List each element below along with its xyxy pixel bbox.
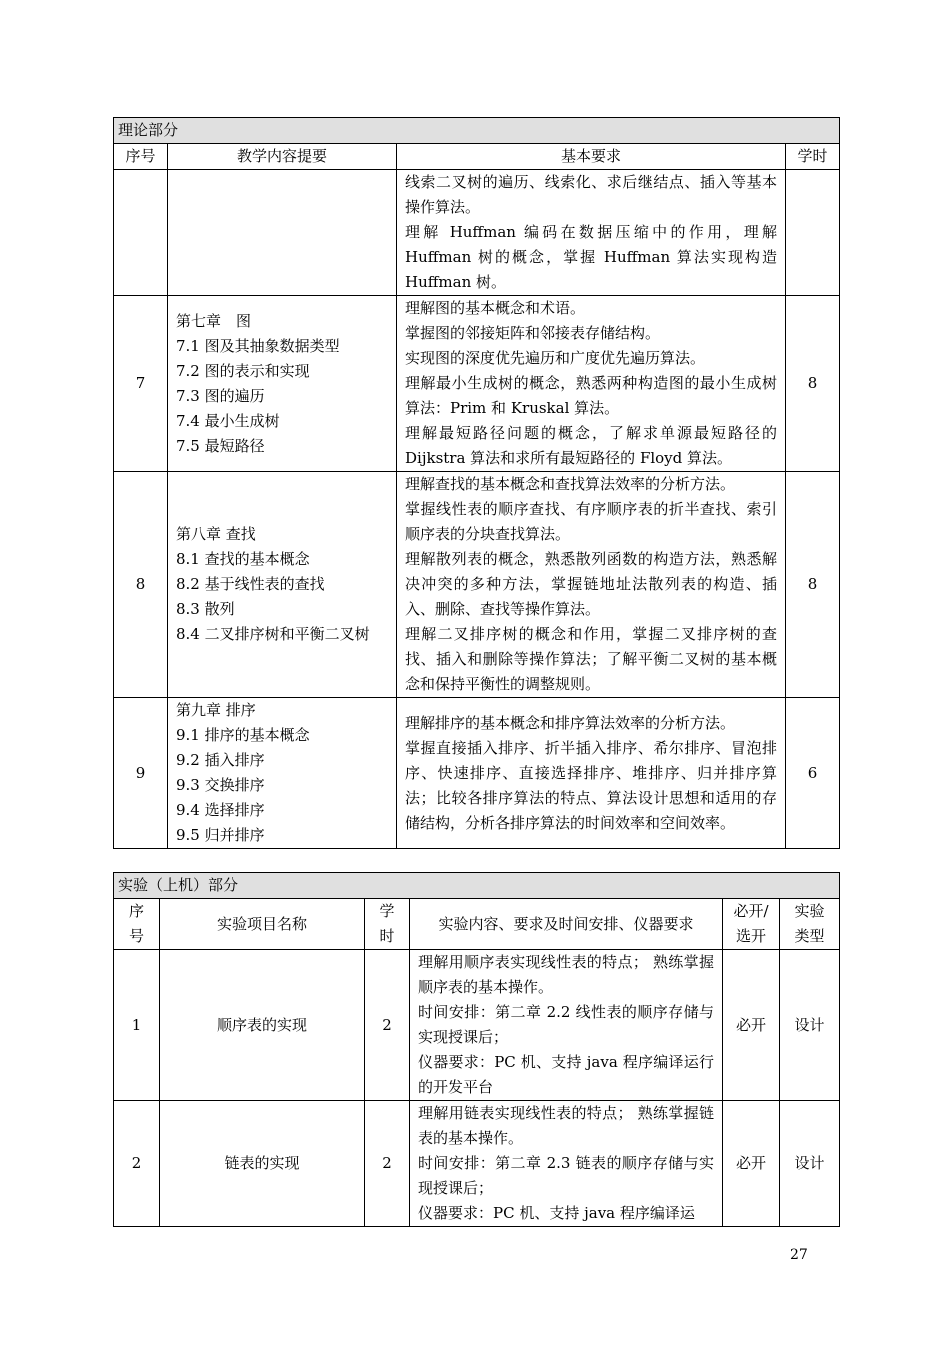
- row-hours: 8: [786, 296, 840, 472]
- content-line: 第七章 图: [176, 311, 252, 330]
- header-no: 序号: [114, 144, 168, 170]
- table-row: [114, 296, 840, 472]
- row-content: [168, 296, 397, 472]
- requirement-line: 掌握线性表的顺序查找、有序顺序表的折半查找、索引顺序表的分块查找算法。: [405, 500, 777, 543]
- table-row: [114, 698, 840, 849]
- header-line: 必开/: [733, 902, 769, 920]
- page-number: 27: [790, 1247, 808, 1263]
- lab-content-line: 理解用顺序表实现线性表的特点； 熟练掌握顺序表的基本操作。: [418, 953, 714, 996]
- row-no: [114, 170, 168, 296]
- row-requirements: [397, 698, 786, 849]
- content-line: 7.3 图的遍历: [176, 386, 265, 405]
- requirement-line: 理解最短路径问题的概念，了解求单源最短路径的 Dijkstra 算法和求所有最短路径的 Floyd 算法。: [405, 424, 777, 467]
- requirement-line: 理解二叉排序树的概念和作用，掌握二叉排序树的查找、插入和删除等操作算法；了解平衡二叉树的基本概念和保持平衡性的调整规则。: [405, 625, 777, 693]
- content-line: 7.2 图的表示和实现: [176, 361, 310, 380]
- lab-content-line: 理解用链表实现线性表的特点； 熟练掌握链表的基本操作。: [418, 1104, 714, 1147]
- content-line: 9.4 选择排序: [176, 801, 265, 819]
- content-line: 8.3 散列: [176, 600, 235, 618]
- lab-table: [113, 872, 840, 1227]
- lab-row-name: 顺序表的实现: [160, 950, 365, 1101]
- content-line: 第九章 排序: [176, 701, 256, 719]
- row-content: [168, 472, 397, 698]
- lab-row-no: 2: [114, 1101, 160, 1227]
- content-line: 8.1 查找的基本概念: [176, 550, 310, 568]
- content-line: 9.1 排序的基本概念: [176, 726, 310, 744]
- header-line: 实验: [794, 902, 825, 920]
- row-hours: 6: [786, 698, 840, 849]
- lab-row-required: 必开: [723, 1101, 780, 1227]
- requirement-line: 理解 Huffman 编码在数据压缩中的作用，理解 Huffman 树的概念，掌握 Huffman 算法实现构造 Huffman 树。: [405, 223, 777, 291]
- header-line: 类型: [794, 927, 825, 945]
- requirement-line: 线索二叉树的遍历、线索化、求后继结点、插入等基本操作算法。: [405, 173, 777, 216]
- row-hours: 8: [786, 472, 840, 698]
- lab-row-hours: 2: [365, 1101, 410, 1227]
- row-requirements: [397, 296, 786, 472]
- header-hours: 学时: [786, 144, 840, 170]
- header-line: 号: [128, 927, 144, 945]
- header-requirements: 基本要求: [397, 144, 786, 170]
- header-line: 时: [379, 927, 395, 945]
- lab-header-name: 实验项目名称: [160, 899, 365, 950]
- row-requirements: [397, 170, 786, 296]
- table-row: [114, 170, 840, 296]
- lab-row-name: 链表的实现: [160, 1101, 365, 1227]
- row-no: 7: [114, 296, 168, 472]
- content-line: 9.5 归并排序: [176, 826, 265, 844]
- lab-header-required: [723, 899, 780, 950]
- row-content: [168, 698, 397, 849]
- requirement-line: 理解最小生成树的概念，熟悉两种构造图的最小生成树算法：Prim 和 Kruskal 算法。: [405, 374, 777, 417]
- header-line: 学: [379, 902, 395, 920]
- requirement-line: 理解排序的基本概念和排序算法效率的分析方法。: [405, 713, 736, 732]
- theory-section-title: 理论部分: [114, 118, 840, 144]
- header-line: 选开: [735, 927, 766, 945]
- lab-row-no: 1: [114, 950, 160, 1101]
- lab-section-title: 实验（上机）部分: [114, 873, 840, 899]
- table-row: [114, 472, 840, 698]
- lab-row-required: 必开: [723, 950, 780, 1101]
- content-line: 8.4 二叉排序树和平衡二叉树: [176, 625, 370, 643]
- lab-row-content: [410, 950, 723, 1101]
- requirement-line: 理解图的基本概念和术语。: [405, 299, 586, 317]
- lab-header-content: 实验内容、要求及时间安排、仪器要求: [410, 899, 723, 950]
- lab-content-line: 时间安排：第二章 2.2 线性表的顺序存储与实现授课后；: [418, 1003, 714, 1046]
- lab-row-content: [410, 1101, 723, 1227]
- row-no: 8: [114, 472, 168, 698]
- requirement-line: 掌握图的邻接矩阵和邻接表存储结构。: [405, 324, 661, 342]
- content-line: 9.2 插入排序: [176, 751, 265, 769]
- lab-row-type: 设计: [780, 1101, 840, 1227]
- theory-table: [113, 117, 840, 849]
- lab-content-line: 仪器要求：PC 机、支持 java 程序编译运: [418, 1204, 695, 1222]
- requirement-line: 实现图的深度优先遍历和广度优先遍历算法。: [405, 349, 706, 367]
- content-line: 7.1 图及其抽象数据类型: [176, 336, 340, 355]
- content-line: 7.5 最短路径: [176, 436, 265, 455]
- content-line: 8.2 基于线性表的查找: [176, 575, 325, 593]
- lab-row-type: 设计: [780, 950, 840, 1101]
- lab-row-hours: 2: [365, 950, 410, 1101]
- lab-content-line: 仪器要求：PC 机、支持 java 程序编译运行的开发平台: [418, 1053, 714, 1096]
- table-row: [114, 1101, 840, 1227]
- content-line: 第八章 查找: [176, 525, 256, 543]
- table-row: [114, 950, 840, 1101]
- row-content: [168, 170, 397, 296]
- requirement-line: 理解散列表的概念，熟悉散列函数的构造方法，熟悉解决冲突的多种方法，掌握链地址法散列表的构造、插入、删除、查找等操作算法。: [405, 550, 777, 618]
- lab-header-hours: [365, 899, 410, 950]
- requirement-line: 理解查找的基本概念和查找算法效率的分析方法。: [405, 475, 736, 493]
- content-line: 9.3 交换排序: [176, 776, 265, 794]
- content-line: 7.4 最小生成树: [176, 411, 280, 430]
- header-line: 序: [128, 902, 144, 920]
- lab-header-type: [780, 899, 840, 950]
- lab-content-line: 时间安排：第二章 2.3 链表的顺序存储与实现授课后；: [418, 1154, 714, 1197]
- row-hours: [786, 170, 840, 296]
- header-content: 教学内容提要: [168, 144, 397, 170]
- row-requirements: [397, 472, 786, 698]
- lab-header-no: [114, 899, 160, 950]
- requirement-line: 掌握直接插入排序、折半插入排序、希尔排序、冒泡排序、快速排序、直接选择排序、堆排序、归并排序算法；比较各排序算法的特点、算法设计思想和适用的存储结构，分析各排序算法的时间效率和空间效率。: [405, 738, 777, 832]
- row-no: 9: [114, 698, 168, 849]
